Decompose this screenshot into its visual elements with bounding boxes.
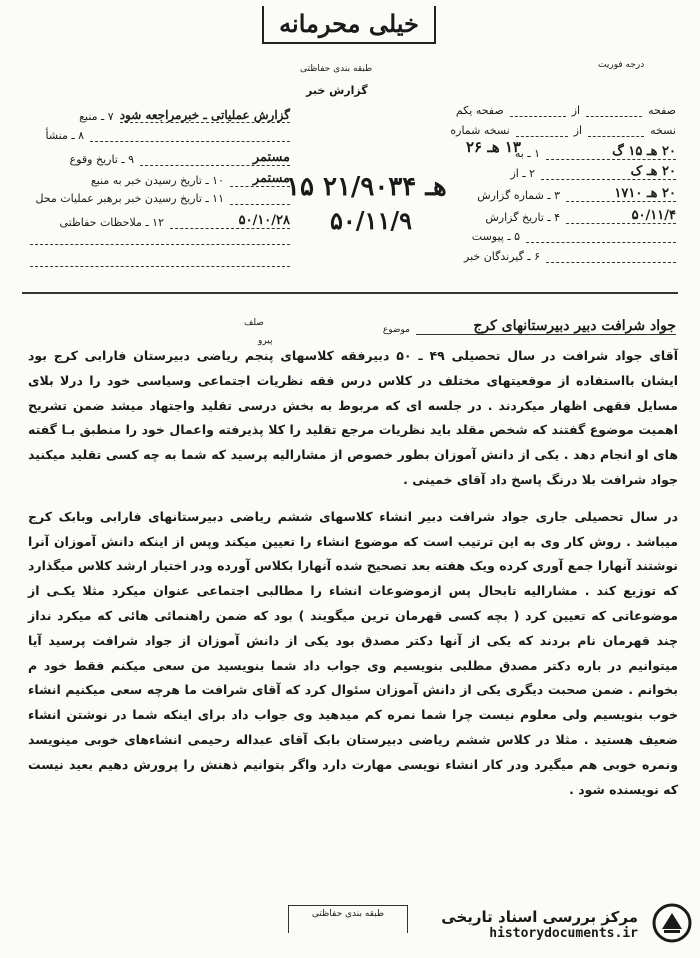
field-12-value: ۵۰/۱۰/۲۸: [170, 213, 290, 229]
side-note-2: پیرو: [258, 336, 273, 346]
field-1-label: ۱ ـ به: [514, 147, 540, 160]
priority-label: درجه فوریت: [598, 60, 645, 70]
brand-url: historydocuments.ir: [489, 925, 638, 941]
subject-line: [383, 318, 676, 335]
subject-value: جواد شرافت دبیر دبیرستانهای کرج: [416, 318, 676, 335]
page-total-blank: [586, 116, 642, 117]
field-6-blank: [546, 262, 676, 263]
top-secret-stamp: خیلی محرمانه: [262, 6, 436, 44]
handwritten-date: ۵۰/۱۱/۹: [330, 206, 412, 235]
field-7-label: ۷ ـ منبع: [79, 110, 114, 123]
paragraph: آقای جواد شرافت در سال تحصیلی ۴۹ ـ ۵۰ دبیرفقه کلاسهای پنجم ریاضی دبیرستان فارابی کرج بود ایشان بااستفاده از موقعیتهای مختلف در کلاس درس فقه نظریات اجتماعی وسیاسی خود را درلا بلای مسایل فقهی اظهار میکردند . در جلسه ای که مربوط به بخش درسی تقلید واجتهاد میشد ضمن تشریح اهمیت موضوع گفتند که شخص مقلد باید نظریات مرجع تقلید را کلا پذیرفته واعمال خود را منطبق بـا گفته های او انجام دهد . یکی از دانش آموزان بطور خصوص از مشارالیه پرسید که شما به چه کسی تقلید میکنید جواد شرافت بلا درنگ پاسخ داد آقای خمینی .: [28, 348, 678, 487]
paragraph: در سال تحصیلی جاری جواد شرافت دبیر انشاء کلاسهای ششم ریاضی دبیرستانهای فارابی وبابک کرج میباشد . روش کار وی به این ترتیب است که موضوع انشاء را تعیین میکند وپس از اینکه دانش آموزان آنرا نوشتند آنهارا جمع آوری کرده ویک هفته بعد تصحیح شده آنهارا بکلاس آورده ودر اختیار ارشد کلاس میگذارد که توزیع کند . مشارالیه تابحال پس ازموضوعات انشاء را مطالبی اجتماعی عنوان میکرد مثلا یکـی از موضوعاتی که تعیین کرد ( بچه کسی قهرمان ترین میگویند ) بود که ضمن راهنمائی هائی که میکرد نداز چند قهرمان نام بردند که یکی از آنها دکتر مصدق بود یکی از دانش آموزان از جواد شرافت پرسید آیا میتوانیم در باره دکتر مصدق مطلبی بنویسیم وی جواب داد شما بنویسید من سعی میکنم فقط خود م بخوانم . ضمن صحبت دیگری یکی از دانش آموزان سئوال کرد که آقای شرافت ما هرچه سعی میکنیم انشاء خوب بنویسیم ولی معلوم نیست چرا شما نمره کم میدهید وی جواب داد برای اینکه شما در نوشتن انشاء ضعیف هستید . مثلا در کلاس ششم ریاضی دبیرستان بابک آقای عبداله رحیمی انشاءهای خوبی مینویسد ونمره خوبی هم میگیرد ودر کار انشاء نویسی مهارت دارد واگر بتوانیم ذهنش را پرورش دهیم بعید نیست که نویسنده شود .: [28, 508, 678, 797]
field-9-label: ۹ ـ تاریخ وقوع: [69, 153, 134, 166]
field-4-value: ۵۰/۱۱/۴: [566, 208, 676, 224]
copy-label: نسخه شماره: [450, 124, 510, 137]
copy-number-blank: [516, 136, 568, 137]
field-5-blank: [526, 242, 676, 243]
field-8-label: ۸ ـ منشأ: [45, 129, 84, 142]
report-body: [28, 344, 678, 814]
field-6-label: ۶ ـ گیرندگان خبر: [464, 250, 540, 263]
field-4-label: ۴ ـ تاریخ گزارش: [485, 211, 560, 224]
report-title: گزارش خبر: [306, 84, 368, 97]
subject-label: موضوع: [382, 325, 410, 335]
page-label: صفحه یکم: [455, 104, 504, 117]
blank-line: [30, 244, 290, 245]
header-divider: [22, 292, 678, 294]
field-2-value: ۲۰ هـ ک: [541, 164, 676, 180]
field-11-blank: [230, 204, 290, 205]
page-number-blank: [510, 116, 566, 117]
field-1-value: ۲۰ هـ ۱۵ گ: [546, 144, 676, 160]
blank-line: [30, 266, 290, 267]
field-3-value: ۲۰ هـ ۱۷۱۰: [566, 186, 676, 202]
field-12-label: ۱۲ ـ ملاحظات حفاظتی: [59, 216, 164, 229]
handwritten-reference: ۱۵ هـ ۲۱/۹۰۳۴: [286, 172, 447, 202]
brand-title: مرکز بررسی اسناد تاریخی: [441, 907, 638, 926]
field-7-value: گزارش عملیاتی ـ خبرمراجعه شود: [119, 108, 290, 122]
field-3-label: ۳ ـ شماره گزارش: [477, 189, 560, 202]
field-9-value: مستمر: [140, 150, 290, 166]
archive-logo-icon: [652, 903, 692, 943]
field-8-blank: [90, 141, 290, 142]
field-2-label: ۲ ـ از: [510, 167, 535, 180]
handwritten-note: ۱۳ هـ ۲۶: [466, 138, 521, 156]
copy-total-blank: [588, 136, 644, 137]
classification-label: طبقه بندی حفاظتی: [300, 64, 373, 74]
archive-branding: [428, 898, 690, 950]
page-suffix: صفحه: [648, 104, 676, 117]
footer-classification: طبقه بندی حفاظتی: [288, 905, 408, 933]
page-from: از: [571, 104, 581, 117]
field-10-value: مستمر: [230, 171, 290, 187]
copy-suffix: نسخه: [650, 124, 676, 137]
side-note-1: صلف: [244, 318, 264, 328]
field-11-label: ۱۱ ـ تاریخ رسیدن خبر برهبر عملیات محل: [35, 192, 224, 205]
copy-from: از: [573, 124, 583, 137]
field-10-label: ۱۰ ـ تاریخ رسیدن خبر به منبع: [90, 174, 224, 187]
field-5-label: ۵ ـ پیوست: [471, 230, 520, 243]
